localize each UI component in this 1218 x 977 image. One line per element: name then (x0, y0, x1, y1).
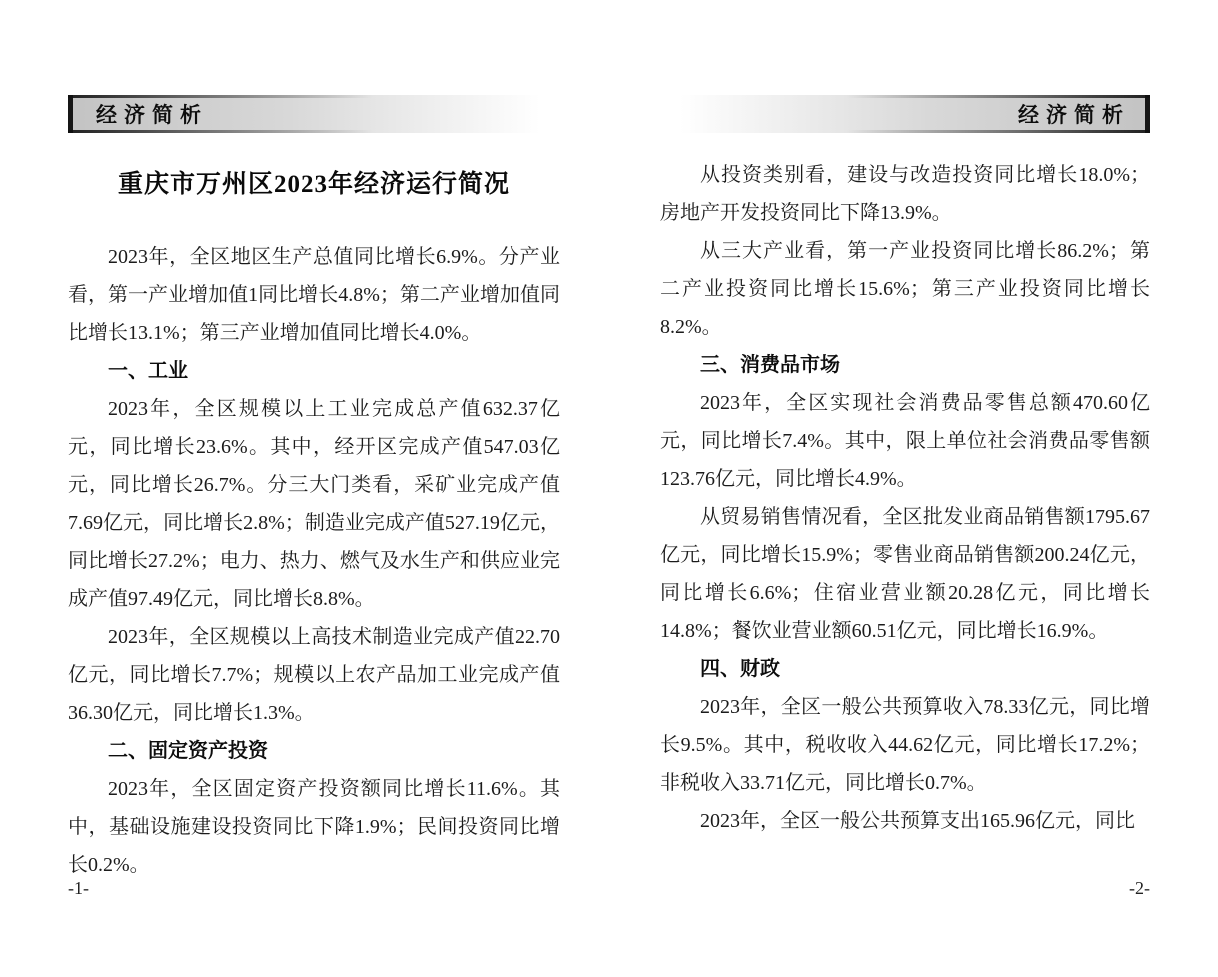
page-number-right: -2- (1129, 878, 1150, 898)
body-paragraph: 从贸易销售情况看，全区批发业商品销售额1795.67亿元，同比增长15.9%；零售业商品销售额200.24亿元，同比增长6.6%；住宿业营业额20.28亿元，同比增长14.8%；餐饮业营业额60.51亿元，同比增长16.9%。 (660, 506, 1150, 642)
document-title: 重庆市万州区2023年经济运行简况 (117, 171, 510, 198)
left-page (68, 95, 560, 884)
body-paragraph: 2023年，全区规模以上高技术制造业完成产值22.70亿元，同比增长7.7%；规模以上农产品加工业完成产值36.30亿元，同比增长1.3%。 (68, 626, 560, 724)
section-heading: 一、工业 (108, 360, 188, 382)
left-header-label: 经济简析 (96, 104, 208, 127)
body-paragraph: 从投资类别看，建设与改造投资同比增长18.0%；房地产开发投资同比下降13.9%。 (660, 164, 1150, 224)
left-header-bar (68, 95, 560, 133)
body-paragraph: 2023年，全区地区生产总值同比增长6.9%。分产业看，第一产业增加值1同比增长4.8%；第二产业增加值同比增长13.1%；第三产业增加值同比增长4.0%。 (68, 246, 560, 344)
body-paragraph: 2023年，全区固定资产投资额同比增长11.6%。其中，基础设施建设投资同比下降1.9%；民间投资同比增长0.2%。 (68, 778, 560, 876)
body-paragraph: 从三大产业看，第一产业投资同比增长86.2%；第二产业投资同比增长15.6%；第三产业投资同比增长8.2%。 (660, 240, 1150, 338)
section-heading: 四、财政 (700, 658, 780, 680)
section-heading: 三、消费品市场 (700, 354, 840, 376)
right-header-label: 经济简析 (1018, 104, 1130, 127)
body-paragraph: 2023年，全区实现社会消费品零售总额470.60亿元，同比增长7.4%。其中，限上单位社会消费品零售额123.76亿元，同比增长4.9%。 (660, 392, 1150, 490)
page-number-left: -1- (68, 878, 89, 898)
right-page-body (660, 156, 1150, 840)
section-heading: 二、固定资产投资 (108, 740, 268, 762)
right-header-bar (660, 95, 1150, 133)
body-paragraph: 2023年，全区规模以上工业完成总产值632.37亿元，同比增长23.6%。其中，经开区完成产值547.03亿元，同比增长26.7%。分三大门类看，采矿业完成产值7.69亿元，同比增长2.8%；制造业完成产值527.19亿元，同比增长27.2%；电力、热力、燃气及水生产和供应业完成产值97.49亿元，同比增长8.8%。 (68, 398, 560, 610)
left-page-body (68, 238, 560, 884)
right-page (660, 95, 1150, 840)
body-paragraph: 2023年，全区一般公共预算收入78.33亿元，同比增长9.5%。其中，税收收入44.62亿元，同比增长17.2%；非税收入33.71亿元，同比增长0.7%。 (660, 696, 1150, 794)
body-paragraph: 2023年，全区一般公共预算支出165.96亿元，同比 (700, 810, 1135, 832)
